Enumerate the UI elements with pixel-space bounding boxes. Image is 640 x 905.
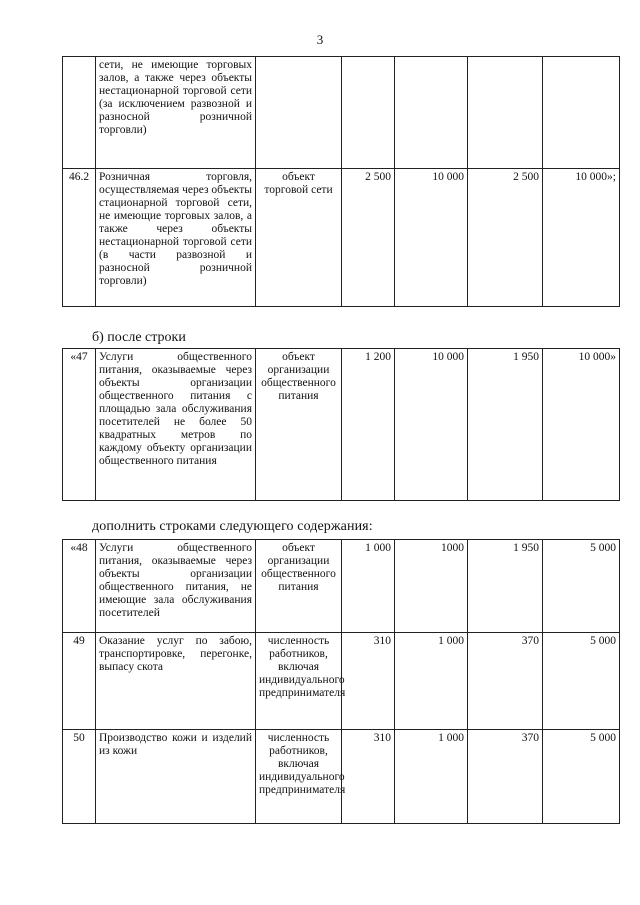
row-value-3: 370 — [468, 633, 543, 730]
row-value-4: 5 000 — [543, 730, 620, 824]
row-name: Услуги общественного питания, оказываемые через объекты организации общественного питания с площадью зала обслуживания посетителей не более 50 квадратных метров по каждому объекту организации общественного питания — [96, 349, 256, 501]
row-unit: объект организации общественного питания — [256, 540, 342, 633]
row-number: 50 — [63, 730, 96, 824]
row-value-1: 1 200 — [342, 349, 395, 501]
table-row — [63, 730, 620, 824]
row-value-2: 1 000 — [395, 633, 468, 730]
row-unit: объект торговой сети — [256, 169, 342, 307]
row-number: 49 — [63, 633, 96, 730]
row-unit: объект организации общественного питания — [256, 349, 342, 501]
row-number — [63, 57, 96, 169]
row-value-3: 2 500 — [468, 169, 543, 307]
row-value-3: 1 950 — [468, 540, 543, 633]
row-unit — [256, 57, 342, 169]
row-value-1: 310 — [342, 633, 395, 730]
caption-add-rows: дополнить строками следующего содержания: — [92, 519, 373, 534]
row-value-2: 1 000 — [395, 730, 468, 824]
table-row — [63, 540, 620, 633]
row-name: Розничная торговля, осуществляемая через объекты стационарной торговой сети, не имеющие торговых залов, а также через объекты нестационарной торговой сети (в части развозной и разносной розничной торговли) — [96, 169, 256, 307]
table-row — [63, 633, 620, 730]
row-value-4: 10 000» — [543, 349, 620, 501]
row-number: 46.2 — [63, 169, 96, 307]
table-continuation — [62, 56, 620, 307]
row-name: Услуги общественного питания, оказываемые через объекты организации общественного питания, не имеющие зала обслуживания посетителей — [96, 540, 256, 633]
table-new-rows — [62, 539, 620, 824]
caption-after-row: б) после строки — [92, 330, 186, 345]
row-value-1 — [342, 57, 395, 169]
row-value-1: 310 — [342, 730, 395, 824]
row-value-4: 10 000»; — [543, 169, 620, 307]
table-row — [63, 169, 620, 307]
row-name: Оказание услуг по забою, транспортировке, перегонке, выпасу скота — [96, 633, 256, 730]
row-value-3: 370 — [468, 730, 543, 824]
table-row-47 — [62, 348, 620, 501]
row-value-3 — [468, 57, 543, 169]
page-number: 3 — [316, 32, 324, 47]
row-value-2 — [395, 57, 468, 169]
row-name: сети, не имеющие торговых залов, а также через объекты нестационарной торговой сети (за исключением развозной и разносной розничной торговли) — [96, 57, 256, 169]
row-value-4 — [543, 57, 620, 169]
table-row — [63, 349, 620, 501]
row-number: «47 — [63, 349, 96, 501]
row-unit: численность работников, включая индивидуального предпринимателя — [256, 633, 342, 730]
row-value-2: 10 000 — [395, 169, 468, 307]
row-value-2: 1000 — [395, 540, 468, 633]
row-unit: численность работников, включая индивидуального предпринимателя — [256, 730, 342, 824]
row-value-1: 1 000 — [342, 540, 395, 633]
row-name: Производство кожи и изделий из кожи — [96, 730, 256, 824]
row-value-4: 5 000 — [543, 540, 620, 633]
row-value-3: 1 950 — [468, 349, 543, 501]
row-value-4: 5 000 — [543, 633, 620, 730]
row-number: «48 — [63, 540, 96, 633]
row-value-2: 10 000 — [395, 349, 468, 501]
table-row — [63, 57, 620, 169]
row-value-1: 2 500 — [342, 169, 395, 307]
